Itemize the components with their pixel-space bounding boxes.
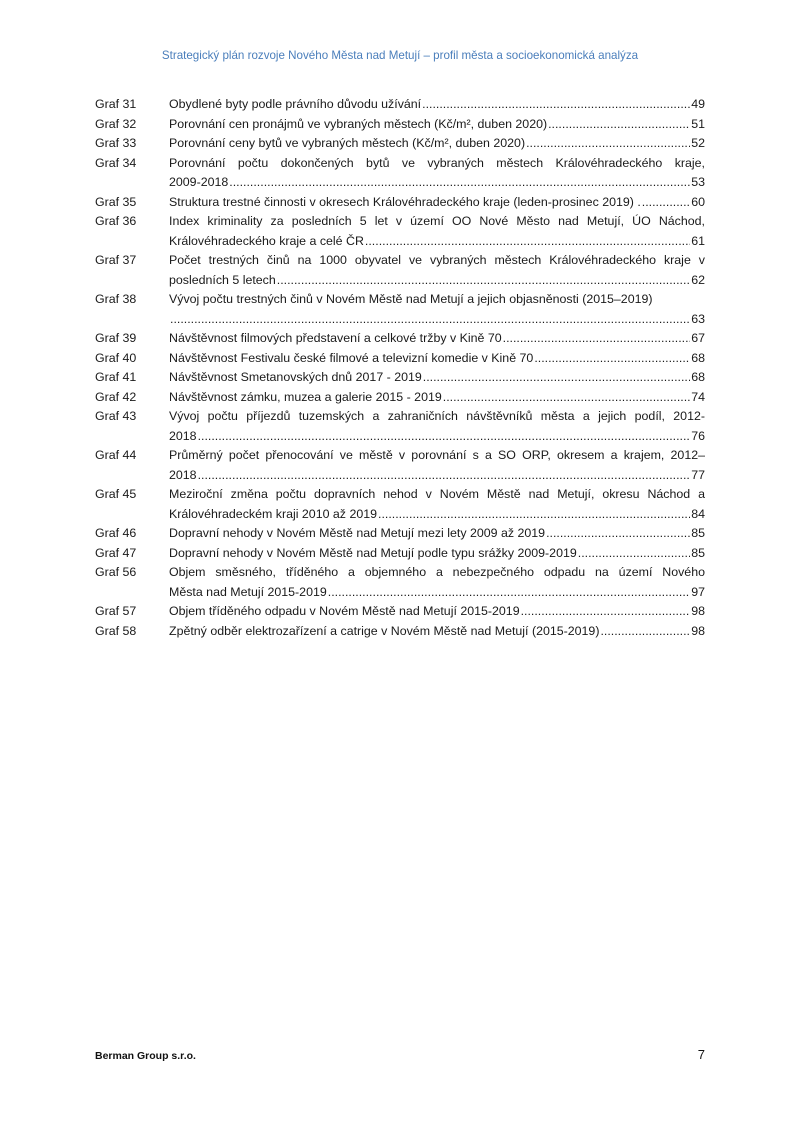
dot-leader — [600, 622, 690, 642]
toc-entry-body — [169, 115, 705, 135]
toc-entry-title: Návštěvnost filmových představení a celkové tržby v Kině 70 — [169, 331, 502, 345]
toc-entry-title-continued: posledních 5 letech — [169, 272, 276, 287]
toc-entry-label: Graf 41 — [95, 370, 137, 384]
toc-entry-page: 68 — [691, 350, 705, 365]
toc-entry[interactable] — [95, 388, 705, 408]
toc-entry-body — [169, 524, 705, 544]
toc-entry[interactable] — [95, 212, 705, 251]
toc-entry-page: 77 — [691, 467, 705, 482]
toc-entry-title: Průměrný počet přenocování ve městě v porovnání s a SO ORP, okresem a krajem, 2012– — [169, 448, 705, 462]
toc-entry-page: 85 — [691, 526, 705, 540]
toc-entry-label: Graf 45 — [95, 487, 137, 501]
toc-entry-title: Meziroční změna počtu dopravních nehod v Novém Městě nad Metují, okresu Náchod a — [169, 487, 705, 501]
toc-entry-page: 76 — [691, 428, 705, 443]
toc-entry-title-continued: Královéhradeckém kraji 2010 až 2019 — [169, 506, 378, 521]
dot-leader — [170, 310, 690, 330]
toc-entry-body — [169, 388, 705, 408]
toc-entry-body — [169, 446, 705, 485]
toc-entry-label: Graf 32 — [95, 116, 137, 131]
toc-entry-page: 62 — [691, 272, 705, 287]
toc-entry-label: Graf 58 — [95, 623, 137, 638]
toc-entry[interactable] — [95, 95, 705, 115]
toc-entry-title: Objem směsného, tříděného a objemného a nebezpečného odpadu na území Nového — [169, 565, 705, 579]
toc-entry[interactable] — [95, 251, 705, 290]
toc-entry-page: 98 — [691, 604, 705, 618]
toc-entry-page: 63 — [691, 311, 705, 326]
toc-entry-label: Graf 57 — [95, 604, 137, 618]
toc-entry[interactable] — [95, 290, 705, 329]
toc-entry-label: Graf 36 — [95, 214, 137, 228]
dot-leader — [578, 544, 690, 564]
toc-entry-title-continued: 2018 — [169, 467, 197, 482]
toc-entry-title: Obydlené byty podle právního důvodu užívání — [169, 97, 422, 111]
toc-entry-page: 61 — [691, 233, 705, 248]
dot-leader — [378, 505, 690, 525]
toc-entry-title: Vývoj počtu příjezdů tuzemských a zahraničních návštěvníků města a jejich podíl, 2012- — [169, 409, 705, 423]
toc-entry-title: Porovnání cen pronájmů ve vybraných městech (Kč/m², duben 2020) — [169, 116, 548, 131]
toc-entry-body — [169, 485, 705, 524]
dot-leader — [642, 193, 690, 213]
toc-entry-title: Porovnání počtu dokončených bytů ve vybraných městech Královéhradeckého kraje, — [169, 155, 705, 170]
dot-leader — [198, 466, 691, 486]
toc-entry[interactable] — [95, 193, 705, 213]
toc-entry[interactable] — [95, 602, 705, 622]
toc-entry-label: Graf 34 — [95, 155, 137, 170]
toc-entry-title-continued: Města nad Metují 2015-2019 — [169, 584, 327, 599]
toc-entry-page: 98 — [691, 623, 705, 638]
toc-entry-label: Graf 31 — [95, 97, 137, 111]
toc-entry[interactable] — [95, 524, 705, 544]
dot-leader — [423, 368, 690, 388]
toc-entry-title: Návštěvnost Festivalu české filmové a televizní komedie v Kině 70 — [169, 350, 534, 365]
toc-entry[interactable] — [95, 544, 705, 564]
toc-entry-title: Návštěvnost zámku, muzea a galerie 2015 - 2019 — [169, 389, 442, 404]
toc-entry-page: 60 — [691, 194, 705, 209]
toc-entry-page: 52 — [691, 136, 705, 150]
toc-entry[interactable] — [95, 407, 705, 446]
toc-entry-body — [169, 368, 705, 388]
toc-entry-body — [169, 544, 705, 564]
toc-entry-label: Graf 35 — [95, 194, 137, 209]
toc-entry-label: Graf 33 — [95, 136, 137, 150]
dot-leader — [548, 115, 690, 135]
toc-entry-title: Vývoj počtu trestných činů v Novém Městě nad Metují a jejich objasněnosti (2015–2019) — [169, 292, 653, 306]
toc-entry[interactable] — [95, 329, 705, 349]
toc-entry-title-continued: Královéhradeckého kraje a celé ČR — [169, 233, 364, 248]
toc-entry-body — [169, 134, 705, 154]
toc-entry-page: 51 — [691, 116, 705, 131]
dot-leader — [546, 524, 690, 544]
toc-entry[interactable] — [95, 485, 705, 524]
toc-entry-body — [169, 602, 705, 622]
dot-leader — [422, 95, 690, 115]
toc-entry-page: 74 — [691, 389, 705, 404]
toc-entry[interactable] — [95, 154, 705, 193]
toc-entry-body — [169, 251, 705, 290]
toc-entry-body — [169, 349, 705, 369]
toc-entry[interactable] — [95, 115, 705, 135]
toc-entry-label: Graf 46 — [95, 526, 137, 540]
toc-entry-title-continued: 2009-2018 — [169, 175, 229, 189]
toc-entry-title: Návštěvnost Smetanovských dnů 2017 - 2019 — [169, 370, 422, 384]
toc-entry-title: Dopravní nehody v Novém Městě nad Metují podle typu srážky 2009-2019 — [169, 545, 577, 560]
dot-leader — [521, 602, 691, 622]
dot-leader — [526, 134, 690, 154]
toc-entry-page: 85 — [691, 545, 705, 560]
toc-entry-page: 49 — [691, 97, 705, 111]
toc-entry-title-continued: 2018 — [169, 428, 197, 443]
toc-entry[interactable] — [95, 368, 705, 388]
toc-entry-body — [169, 193, 705, 213]
toc-entry-label: Graf 56 — [95, 565, 137, 579]
toc-entry-page: 97 — [691, 584, 705, 599]
footer-company: Berman Group s.r.o. — [95, 1050, 196, 1062]
toc-entry[interactable] — [95, 446, 705, 485]
dot-leader — [229, 173, 690, 193]
toc-entry-label: Graf 42 — [95, 389, 137, 404]
toc-entry[interactable] — [95, 563, 705, 602]
toc-entry-title: Index kriminality za posledních 5 let v území OO Nové Město nad Metují, ÚO Náchod, — [169, 214, 705, 228]
toc-entry[interactable] — [95, 349, 705, 369]
toc-entry[interactable] — [95, 622, 705, 642]
dot-leader — [534, 349, 690, 369]
toc-entry-label: Graf 47 — [95, 545, 137, 560]
dot-leader — [328, 583, 690, 603]
page-number: 7 — [697, 1047, 705, 1062]
dot-leader — [198, 427, 691, 447]
toc-entry-page: 68 — [691, 370, 705, 384]
toc-entry-label: Graf 43 — [95, 409, 137, 423]
running-header: Strategický plán rozvoje Nového Města nad Metují – profil města a socioekonomická analýza — [161, 49, 639, 62]
toc-entry-page: 84 — [691, 506, 705, 521]
dot-leader — [365, 232, 690, 252]
toc-entry-label: Graf 44 — [95, 448, 137, 462]
toc-entry[interactable] — [95, 134, 705, 154]
toc-entry-body — [169, 290, 705, 329]
dot-leader — [503, 329, 691, 349]
table-of-figures — [95, 95, 705, 641]
toc-entry-title: Dopravní nehody v Novém Městě nad Metují mezi lety 2009 až 2019 — [169, 526, 546, 540]
toc-entry-title: Počet trestných činů na 1000 obyvatel ve vybraných městech Královéhradeckého kraje v — [169, 253, 705, 267]
toc-entry-body — [169, 95, 705, 115]
toc-entry-body — [169, 329, 705, 349]
toc-entry-label: Graf 39 — [95, 331, 137, 345]
toc-entry-label: Graf 38 — [95, 292, 137, 306]
toc-entry-body — [169, 407, 705, 446]
toc-entry-label: Graf 37 — [95, 253, 137, 267]
toc-entry-title: Porovnání ceny bytů ve vybraných městech (Kč/m², duben 2020) — [169, 136, 526, 150]
toc-entry-label: Graf 40 — [95, 350, 137, 365]
toc-entry-body — [169, 154, 705, 193]
toc-entry-page: 53 — [691, 175, 705, 189]
dot-leader — [443, 388, 690, 408]
toc-entry-title: Zpětný odběr elektrozařízení a catrige v Novém Městě nad Metují (2015-2019) — [169, 623, 600, 638]
toc-entry-title: Objem tříděného odpadu v Novém Městě nad Metují 2015-2019 — [169, 604, 520, 618]
toc-entry-title: Struktura trestné činnosti v okresech Královéhradeckého kraje (leden-prosinec 2019) . — [169, 194, 641, 209]
toc-entry-page: 67 — [691, 331, 705, 345]
dot-leader — [277, 271, 690, 291]
toc-entry-body — [169, 563, 705, 602]
toc-entry-body — [169, 622, 705, 642]
toc-entry-body — [169, 212, 705, 251]
